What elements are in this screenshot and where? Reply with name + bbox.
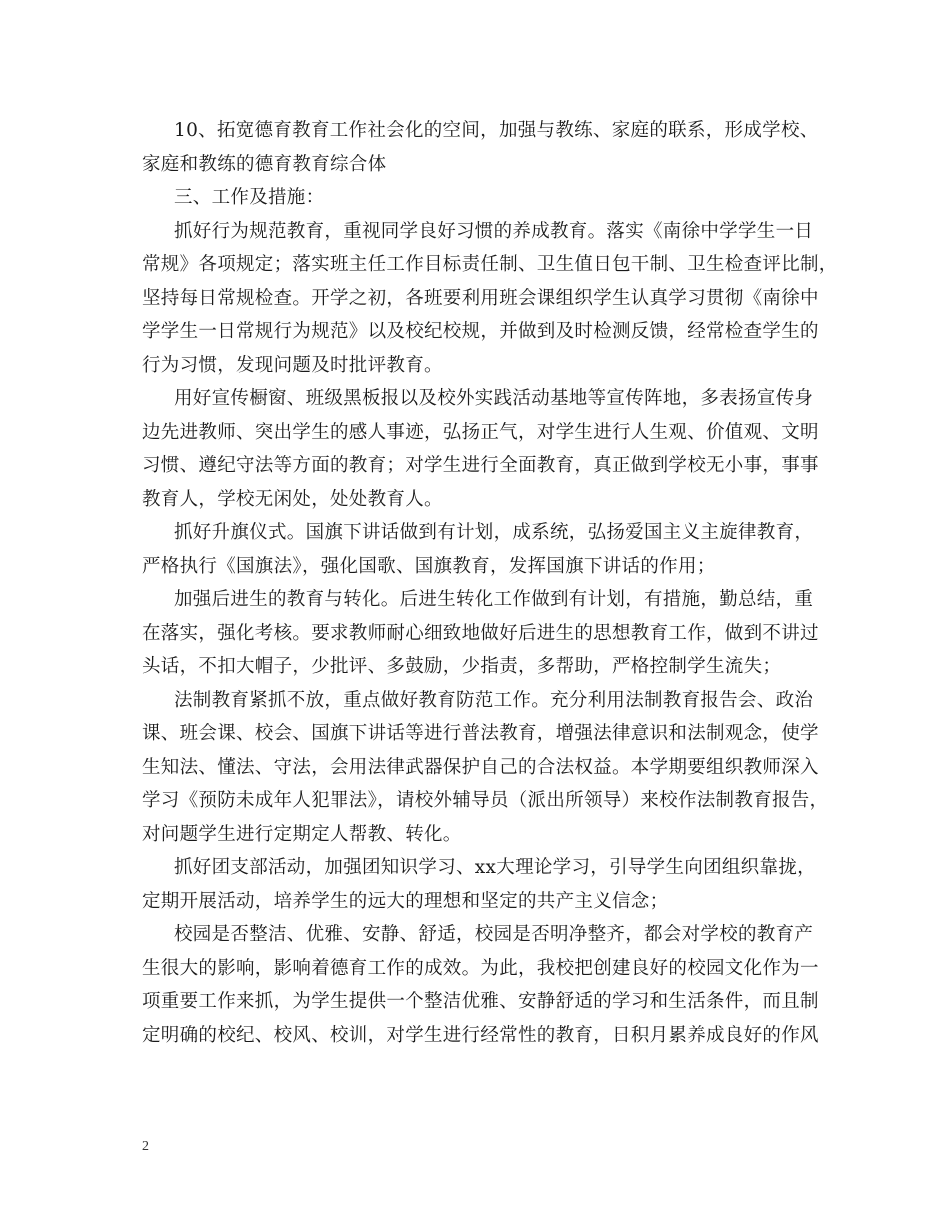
paragraph-line: 头话，不扣大帽子，少批评、多鼓励，少指责，多帮助，严格控制学生流失； <box>142 656 782 677</box>
paragraph-line: 校园是否整洁、优雅、安静、舒适，校园是否明净整齐，都会对学校的教育产 <box>174 924 814 945</box>
paragraph-line: 对问题学生进行定期定人帮教、转化。 <box>142 823 462 845</box>
paragraph-line: 坚持每日常规检查。开学之初，各班要利用班会课组织学生认真学习贯彻《南徐中 <box>142 287 819 309</box>
page-number: 2 <box>142 1139 149 1154</box>
paragraph-line: 用好宣传橱窗、班级黑板报以及校外实践活动基地等宣传阵地，多表扬宣传身 <box>174 388 814 409</box>
paragraph-line: 三、工作及措施： <box>174 187 325 208</box>
paragraph-line: 生知法、懂法、守法，会用法律武器保护自己的合法权益。本学期要组织教师深入 <box>142 756 819 778</box>
paragraph-line: 行为习惯，发现问题及时批评教育。 <box>142 354 443 376</box>
paragraph-line: 习惯、遵纪守法等方面的教育；对学生进行全面教育，真正做到学校无小事，事事 <box>142 455 819 476</box>
paragraph-line: 抓好行为规范教育，重视同学良好习惯的养成教育。落实《南徐中学学生一日 <box>174 220 814 242</box>
paragraph-line: 教育人，学校无闲处，处处教育人。 <box>142 488 443 510</box>
paragraph-line: 抓好升旗仪式。国旗下讲话做到有计划，成系统，弘扬爱国主义主旋律教育， <box>174 522 814 543</box>
paragraph-line: 严格执行《国旗法》，强化国歌、国旗教育，发挥国旗下讲话的作用； <box>142 555 716 577</box>
paragraph-line: 学习《预防未成年人犯罪法》，请校外辅导员（派出所领导）来校作法制教育报告， <box>142 790 829 811</box>
paragraph-line: 边先进教师、突出学生的感人事迹，弘扬正气，对学生进行人生观、价值观、文明 <box>142 421 819 443</box>
document-body <box>142 114 838 1052</box>
paragraph-line: 课、班会课、校会、国旗下讲话等进行普法教育，增强法律意识和法制观念，使学 <box>142 723 819 744</box>
paragraph-line: 在落实，强化考核。要求教师耐心细致地做好后进生的思想教育工作，做到不讲过 <box>142 622 819 644</box>
paragraph-line: 项重要工作来抓，为学生提供一个整洁优雅、安静舒适的学习和生活条件，而且制 <box>142 991 819 1012</box>
paragraph-line: 学学生一日常规行为规范》以及校纪校规，并做到及时检测反馈，经常检查学生的 <box>142 321 819 342</box>
paragraph-line: 抓好团支部活动，加强团知识学习、xx大理论学习，引导学生向团组织靠拢， <box>174 857 816 878</box>
paragraph-line: 定明确的校纪、校风、校训，对学生进行经常性的教育，日积月累养成良好的作风 <box>142 1024 819 1046</box>
paragraph-line: 加强后进生的教育与转化。后进生转化工作做到有计划，有措施，勤总结，重 <box>174 589 814 610</box>
paragraph-line: 定期开展活动，培养学生的远大的理想和坚定的共产主义信念； <box>142 890 669 912</box>
paragraph-line: 常规》各项规定；落实班主任工作目标责任制、卫生值日包干制、卫生检查评比制， <box>142 254 838 275</box>
paragraph-line: 生很大的影响，影响着德育工作的成效。为此，我校把创建良好的校园文化作为一 <box>142 957 819 979</box>
paragraph-line: 家庭和教练的德育教育综合体 <box>142 153 387 175</box>
paragraph-line: 10、拓宽德育教育工作社会化的空间，加强与教练、家庭的联系，形成学校、 <box>174 120 819 141</box>
paragraph-line: 法制教育紧抓不放，重点做好教育防范工作。充分利用法制教育报告会、政治 <box>174 689 814 711</box>
